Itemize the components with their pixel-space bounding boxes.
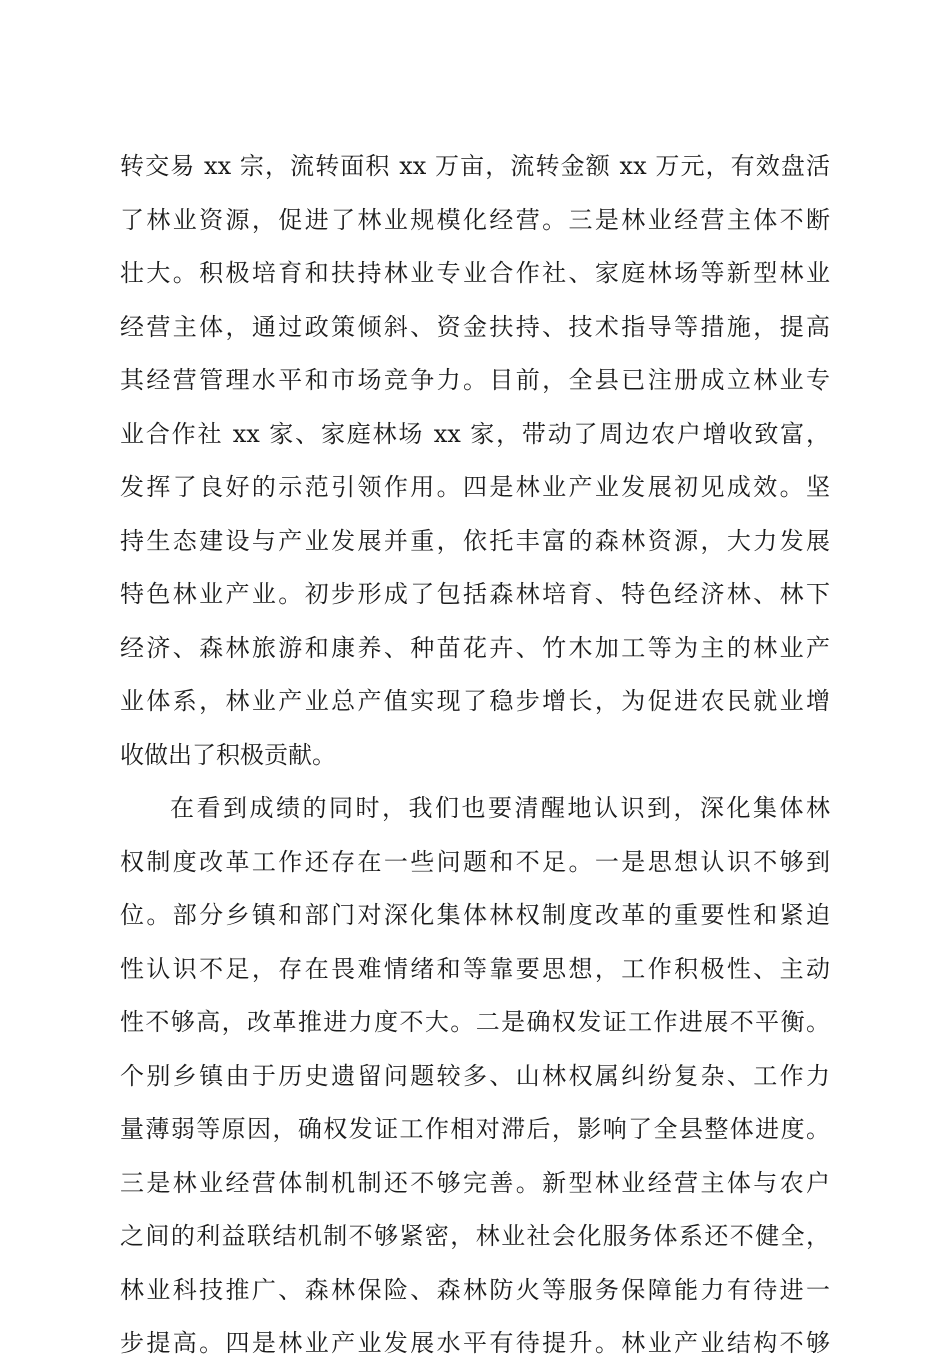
paragraph-1: [120, 140, 830, 782]
text-line: 在看到成绩的同时，我们也要清醒地认识到，深化集体林: [170, 794, 830, 822]
text-line: 经营主体，通过政策倾斜、资金扶持、技术指导等措施，提高: [120, 312, 830, 341]
text-line: 步提高。四是林业产业发展水平有待提升。林业产业结构不够: [120, 1329, 830, 1357]
text-line: 三是林业经营体制机制还不够完善。新型林业经营主体与农户: [120, 1168, 830, 1197]
text-line: 林业科技推广、森林保险、森林防火等服务保障能力有待进一: [120, 1275, 830, 1304]
text-line: 收做出了积极贡献。: [120, 740, 336, 769]
text-line: 性不够高，改革推进力度不大。二是确权发证工作进展不平衡。: [120, 1008, 830, 1036]
paragraph-2: [120, 782, 830, 1371]
text-line: 业体系，林业产业总产值实现了稳步增长，为促进农民就业增: [120, 687, 830, 715]
text-line: 业合作社 xx 家、家庭林场 xx 家，带动了周边农户增收致富，: [120, 419, 830, 448]
text-line: 权制度改革工作还存在一些问题和不足。一是思想认识不够到: [120, 847, 830, 876]
text-line: 了林业资源，促进了林业规模化经营。三是林业经营主体不断: [120, 205, 830, 234]
text-line: 特色林业产业。初步形成了包括森林培育、特色经济林、林下: [120, 580, 830, 608]
text-line: 其经营管理水平和市场竞争力。目前，全县已注册成立林业专: [120, 366, 830, 394]
text-line: 之间的利益联结机制不够紧密，林业社会化服务体系还不健全，: [120, 1222, 830, 1250]
document-body: [120, 140, 830, 1371]
text-line: 位。部分乡镇和部门对深化集体林权制度改革的重要性和紧迫: [120, 901, 830, 929]
text-line: 性认识不足，存在畏难情绪和等靠要思想，工作积极性、主动: [120, 954, 830, 983]
text-line: 个别乡镇由于历史遗留问题较多、山林权属纠纷复杂、工作力: [120, 1061, 830, 1090]
text-line: 发挥了良好的示范引领作用。四是林业产业发展初见成效。坚: [120, 473, 830, 501]
text-line: 持生态建设与产业发展并重，依托丰富的森林资源，大力发展: [120, 526, 830, 555]
text-line: 量薄弱等原因，确权发证工作相对滞后，影响了全县整体进度。: [120, 1115, 830, 1143]
text-line: 转交易 xx 宗，流转面积 xx 万亩，流转金额 xx 万元，有效盘活: [120, 152, 830, 180]
text-line: 经济、森林旅游和康养、种苗花卉、竹木加工等为主的林业产: [120, 633, 830, 662]
text-line: 壮大。积极培育和扶持林业专业合作社、家庭林场等新型林业: [120, 259, 830, 287]
